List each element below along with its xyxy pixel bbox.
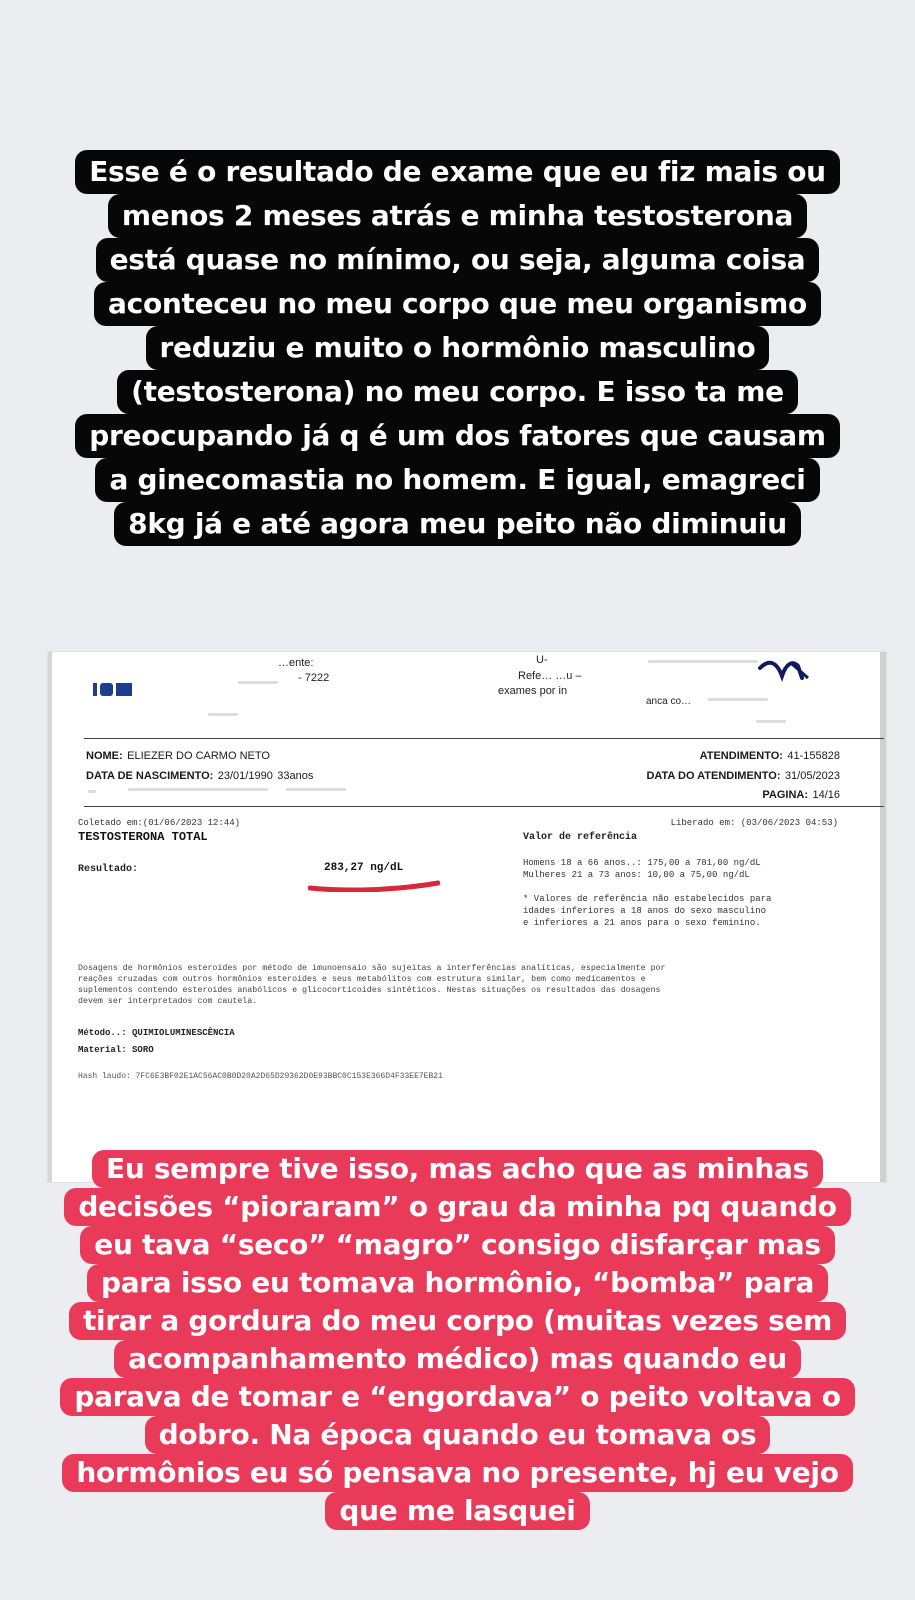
redaction-mark bbox=[708, 698, 768, 701]
redaction-mark bbox=[756, 720, 786, 723]
header-fragment: U- bbox=[536, 654, 548, 666]
report-hash: Hash laudo: 7FC6E3BF02E1AC56AC0B0D20A2D65D29362D0E93BBC0C153E366D4F33EE7EB21 bbox=[78, 1072, 443, 1081]
released-date: Liberado em: (03/06/2023 04:53) bbox=[670, 818, 838, 828]
header-fragment: exames por in bbox=[498, 685, 568, 697]
caption-line: dobro. Na época quando eu tomava os bbox=[145, 1416, 771, 1454]
lab-report-document bbox=[48, 652, 886, 1182]
caption-line: reduziu e muito o hormônio masculino bbox=[146, 326, 770, 370]
reference-note: * Valores de referência não estabelecidos para bbox=[523, 894, 772, 904]
patient-name: NOME: ELIEZER DO CARMO NETO bbox=[86, 750, 270, 762]
lab-logo-right bbox=[756, 654, 816, 686]
patient-birth-date: DATA DE NASCIMENTO: 23/01/1990 33anos bbox=[86, 770, 314, 782]
caption-line: parava de tomar e “engordava” o peito voltava o bbox=[60, 1378, 854, 1416]
caption-line: está quase no mínimo, ou seja, alguma coisa bbox=[96, 238, 820, 282]
header-fragment: anca co… bbox=[646, 696, 692, 707]
divider bbox=[84, 806, 884, 807]
page-number: PAGINA: 14/16 bbox=[762, 789, 840, 801]
caption-line: (testosterona) no meu corpo. E isso ta me bbox=[117, 370, 798, 414]
result-underline-mark bbox=[308, 880, 440, 892]
redaction-mark bbox=[286, 788, 346, 791]
caption-line: 8kg já e até agora meu peito não diminuiu bbox=[114, 502, 801, 546]
header-fragment: - 7222 bbox=[298, 672, 330, 684]
header-fragment: Refe… …u – bbox=[518, 670, 582, 682]
lab-logo-left bbox=[93, 682, 133, 698]
header-fragment: …ente: bbox=[278, 657, 314, 669]
caption-line: a ginecomastia no homem. E igual, emagreci bbox=[95, 458, 819, 502]
caption-line: preocupando já q é um dos fatores que causam bbox=[75, 414, 839, 458]
reference-men: Homens 18 a 66 anos..: 175,00 a 781,00 ng/dL bbox=[523, 858, 761, 868]
redaction-mark bbox=[238, 681, 278, 684]
result-value: 283,27 ng/dL bbox=[324, 862, 404, 874]
caption-line: para isso eu tomava hormônio, “bomba” para bbox=[87, 1264, 828, 1302]
caption-line: eu tava “seco” “magro” consigo disfarçar mas bbox=[80, 1226, 834, 1264]
caption-line: Eu sempre tive isso, mas acho que as minhas bbox=[92, 1150, 823, 1188]
method: Método..: QUIMIOLUMINESCÊNCIA bbox=[78, 1028, 235, 1038]
caption-line: menos 2 meses atrás e minha testosterona bbox=[108, 194, 807, 238]
caption-bottom bbox=[0, 1150, 915, 1530]
collected-date: Coletado em:(01/06/2023 12:44) bbox=[78, 818, 241, 828]
reference-note: idades inferiores a 18 anos do sexo masculino bbox=[523, 906, 767, 916]
redaction-mark bbox=[128, 788, 268, 791]
document-edge bbox=[880, 652, 886, 1182]
caption-top bbox=[0, 150, 915, 546]
caption-line: decisões “pioraram” o grau da minha pq quando bbox=[64, 1188, 850, 1226]
caption-line: aconteceu no meu corpo que meu organismo bbox=[94, 282, 821, 326]
result-label: Resultado: bbox=[78, 864, 139, 875]
material: Material: SORO bbox=[78, 1045, 154, 1055]
divider bbox=[84, 738, 884, 739]
reference-note: e inferiores a 21 anos para o sexo feminino. bbox=[523, 918, 761, 928]
attendance-date: DATA DO ATENDIMENTO: 31/05/2023 bbox=[646, 770, 840, 782]
redaction-mark bbox=[648, 660, 758, 663]
caption-line: que me lasquei bbox=[325, 1492, 589, 1530]
exam-title: TESTOSTERONA TOTAL bbox=[78, 830, 208, 844]
caption-line: Esse é o resultado de exame que eu fiz mais ou bbox=[75, 150, 840, 194]
redaction-mark bbox=[88, 790, 96, 793]
disclaimer-line: reações cruzadas com outros hormônios esteroides e seus metabólitos com estrutura similar, bem como medicamentos e bbox=[78, 975, 646, 984]
disclaimer-line: devem ser interpretados com cautela. bbox=[78, 997, 258, 1006]
attendance-number: ATENDIMENTO: 41-155828 bbox=[699, 750, 840, 762]
redaction-mark bbox=[208, 713, 238, 716]
reference-women: Mulheres 21 a 73 anos: 10,00 a 75,00 ng/dL bbox=[523, 870, 750, 880]
disclaimer-line: suplementos contendo esteroides anabólicos e glicocorticoides sintéticos. Nestas situações os resultados das dosagens bbox=[78, 986, 661, 995]
reference-title: Valor de referência bbox=[523, 832, 638, 843]
document-edge bbox=[48, 652, 52, 1182]
caption-line: tirar a gordura do meu corpo (muitas vezes sem bbox=[69, 1302, 846, 1340]
caption-line: acompanhamento médico) mas quando eu bbox=[114, 1340, 801, 1378]
disclaimer-line: Dosagens de hormônios esteroides por método de imunoensaio são sujeitas a interferências analíticas, especialmente por bbox=[78, 964, 666, 973]
caption-line: hormônios eu só pensava no presente, hj eu vejo bbox=[62, 1454, 852, 1492]
